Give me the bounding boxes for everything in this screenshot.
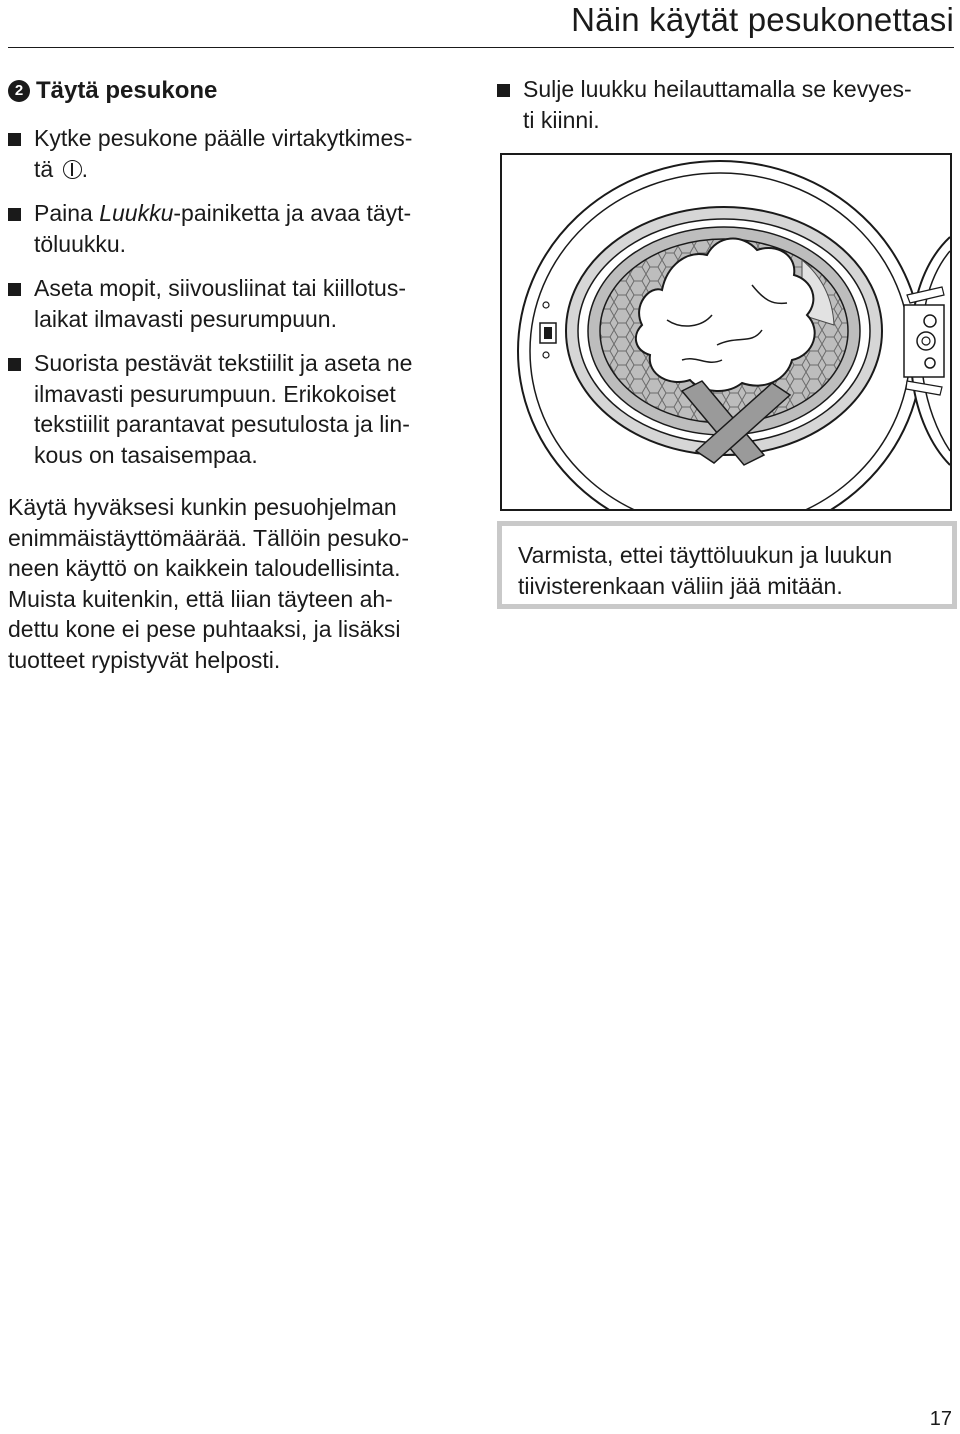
bullet-line-text: tä	[34, 155, 54, 182]
bullet-square-icon	[497, 84, 510, 97]
power-switch-icon	[63, 160, 82, 179]
bullet-line: ti kiinni.	[523, 106, 600, 133]
header-rule	[8, 47, 954, 48]
paragraph-line: dettu kone ei pese puhtaaksi, ja lisäksi	[8, 616, 401, 642]
bullet-power-on	[8, 123, 478, 184]
bullet-line: Aseta mopit, siivousliinat tai kiillotus-	[34, 275, 406, 301]
note-line: tiivisterenkaan väliin jää mitään.	[518, 572, 843, 599]
bullet-line-prefix: Paina	[34, 200, 100, 226]
section-heading	[8, 74, 478, 108]
bullet-line-suffix: -painiketta ja avaa täyt-	[173, 200, 412, 226]
bullet-straighten-textiles	[8, 348, 478, 470]
page-header-title: Näin käytät pesukonettasi	[571, 1, 954, 38]
bullet-line: töluukku.	[34, 230, 127, 257]
bullet-line	[34, 198, 478, 229]
bullet-line: laikat ilmavasti pesurumpuun.	[34, 305, 337, 332]
washing-machine-drum-illustration	[500, 153, 952, 511]
bullet-square-icon	[8, 208, 21, 221]
right-column	[497, 74, 957, 149]
load-advice-paragraph	[8, 492, 478, 675]
left-column	[8, 74, 478, 675]
paragraph-line: tuotteet rypistyvät helposti.	[8, 646, 281, 673]
bullet-line: tekstiilit parantavat pesutulosta ja lin-	[34, 411, 410, 437]
section-heading-text: Täytä pesukone	[36, 77, 218, 104]
bullet-line: ilmavasti pesurumpuun. Erikokoiset	[34, 380, 396, 407]
paragraph-line: neen käyttö on kaikkein taloudellisinta.	[8, 555, 401, 581]
paragraph-line: Käytä hyväksesi kunkin pesuohjelman	[8, 494, 397, 520]
page-number: 17	[929, 1408, 952, 1430]
bullet-square-icon	[8, 358, 21, 371]
warning-note-box	[497, 521, 957, 609]
note-line: Varmista, ettei täyttöluukun ja luukun	[518, 542, 893, 568]
bullet-line: Kytke pesukone päälle virtakytkimes-	[34, 125, 413, 151]
bullet-line: Sulje luukku heilauttamalla se kevyes-	[523, 76, 912, 102]
bullet-close-door	[497, 74, 957, 135]
bullet-line: Suorista pestävät tekstiilit ja aseta ne	[34, 350, 413, 376]
bullet-open-door	[8, 198, 478, 259]
bullet-square-icon	[8, 283, 21, 296]
paragraph-line: Muista kuitenkin, että liian täyteen ah-	[8, 585, 393, 612]
door-button-name: Luukku	[99, 200, 174, 226]
bullet-load-mops	[8, 273, 478, 334]
bullet-line: kous on tasaisempaa.	[34, 441, 258, 468]
paragraph-line: enimmäistäyttömäärää. Tällöin pesuko-	[8, 524, 409, 551]
bullet-line	[34, 154, 478, 185]
bullet-square-icon	[8, 133, 21, 146]
bullet-line-suffix: .	[81, 155, 88, 182]
washing-machine-drum-icon	[502, 155, 950, 509]
step-number-badge: 2	[8, 80, 30, 102]
